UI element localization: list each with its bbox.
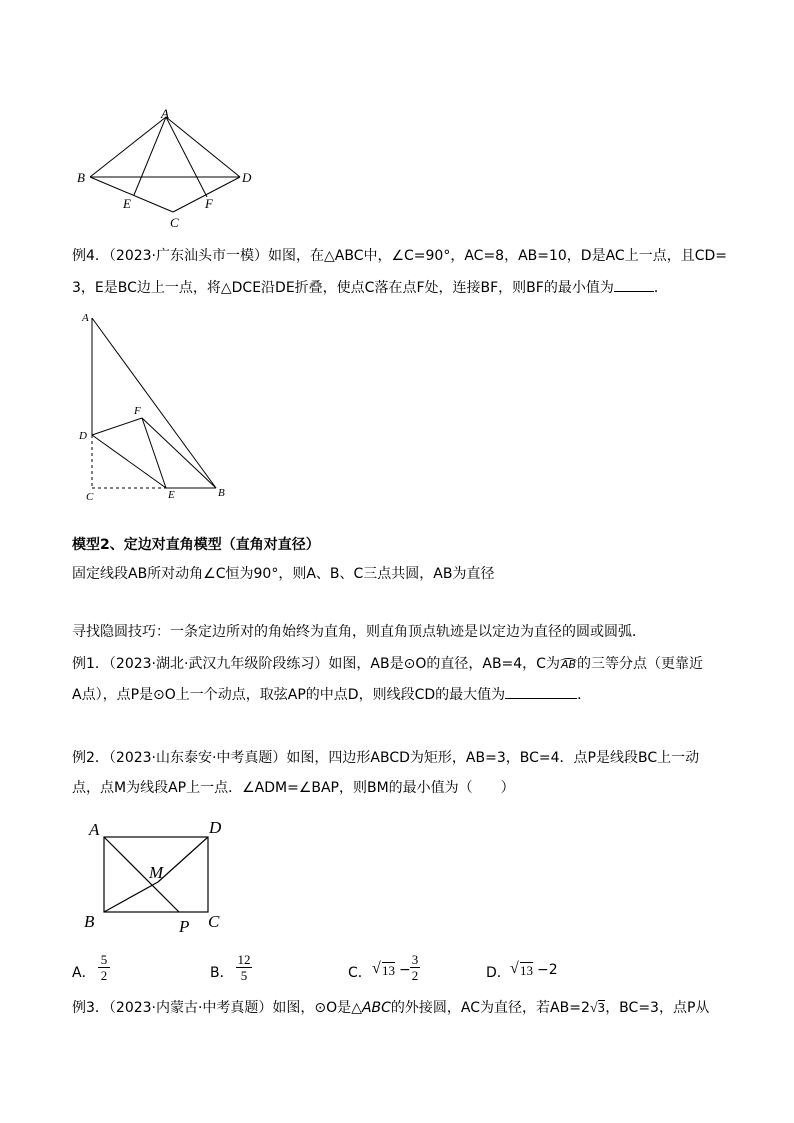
- point-label-a: A: [82, 312, 89, 324]
- point-label-b: B: [77, 170, 85, 185]
- ex4-line2: [72, 277, 668, 298]
- point-label-e: E: [168, 489, 175, 501]
- segment-fe: [142, 418, 166, 488]
- segment-bc: [90, 177, 173, 212]
- option-c-fraction: [410, 952, 420, 983]
- point-label-d: D: [209, 818, 222, 837]
- segment-ad: [166, 117, 240, 177]
- figure-quadrilateral-abcd: [70, 100, 270, 240]
- option-c-denominator: 2: [411, 968, 419, 983]
- point-label-c: C: [208, 912, 220, 931]
- ex1-answer-blank[interactable]: [505, 684, 577, 699]
- option-d-radicand: 13: [520, 963, 533, 978]
- segment-dm: [158, 837, 208, 882]
- option-c-radicand: 13: [382, 963, 395, 978]
- ex4-line1: 例4．（2023·广东汕头市一模）如图，在△ABC中，∠C=90°，AC=8，AB=10，D是AC上一点，且CD=: [72, 248, 727, 264]
- ex4-answer-blank[interactable]: [614, 277, 654, 292]
- figure-right-triangle-fold: [76, 310, 246, 505]
- ex1-arc-ab: [560, 655, 577, 675]
- option-c-numerator: 3: [411, 952, 419, 967]
- ex3-triangle: △ABC: [351, 1000, 391, 1016]
- option-a-numerator: 5: [98, 952, 110, 968]
- ex1-arc-label: AB: [560, 658, 577, 671]
- option-a-denominator: 2: [100, 968, 108, 983]
- model2-title: 模型2、定边对直角模型（直角对直径）: [72, 537, 320, 553]
- ex2-line2: 点，点M为线段AP上一点．∠ADM=∠BAP，则BM的最小值为（ ）: [72, 780, 515, 796]
- option-a-prefix: A．: [72, 965, 96, 981]
- option-d-rest: −2: [537, 962, 558, 978]
- ex4-line2-end: ．: [653, 280, 668, 296]
- ex3-line1-text: 例3．（2023·内蒙古·中考真题）如图，⊙O是: [72, 1000, 352, 1016]
- figure-rectangle-abcd: [84, 815, 234, 940]
- point-label-b: B: [218, 487, 225, 499]
- ex3-radicand: 3: [597, 1001, 606, 1015]
- ex3-line1-end: ，BC=3，点P从: [605, 1000, 710, 1016]
- point-label-p: P: [179, 917, 190, 936]
- option-a-fraction: [98, 952, 110, 983]
- point-label-c: C: [86, 491, 94, 503]
- segment-de: [92, 435, 166, 488]
- segment-bm: [104, 882, 158, 912]
- ex4-line2-text: 3，E是BC边上一点，将△DCE沿DE折叠，使点C落在点F处，连接BF，则BF的最小值为: [72, 280, 614, 296]
- ex1-line1-end: 的三等分点（更靠近: [577, 656, 704, 672]
- ex1-line1: [72, 654, 703, 675]
- segment-ae: [134, 117, 166, 195]
- ex1-line2-text: A点），点P是⊙O上一个动点，取弦AP的中点D，则线段CD的最大值为: [72, 687, 506, 703]
- point-label-f: F: [205, 196, 213, 211]
- ex2-line1: 例2．（2023·山东泰安·中考真题）如图，四边形ABCD为矩形，AB=3，BC=4．点P是线段BC上一动: [72, 750, 700, 766]
- segment-ap: [104, 837, 179, 912]
- point-label-a: A: [89, 820, 100, 839]
- ex1-line2: [72, 684, 591, 705]
- point-label-b: B: [84, 912, 95, 931]
- model2-desc: 固定线段AB所对动角∠C恒为90°，则A、B、C三点共圆，AB为直径: [72, 566, 495, 582]
- option-b-prefix: B．: [210, 965, 234, 981]
- segment-ab: [90, 117, 166, 177]
- ex3-line1: [72, 998, 709, 1019]
- sqrt-icon: √: [372, 960, 381, 977]
- option-b-numerator: 12: [237, 952, 251, 967]
- segment-df: [92, 418, 142, 435]
- point-label-f: F: [134, 405, 141, 417]
- ex1-line2-end: ．: [577, 687, 592, 703]
- option-b-denominator: 5: [240, 968, 248, 983]
- point-label-a: A: [161, 106, 169, 121]
- point-label-c: C: [170, 215, 179, 230]
- option-c-prefix: C．: [348, 965, 372, 981]
- point-label-e: E: [123, 196, 131, 211]
- segment-ab: [92, 318, 216, 488]
- ex1-line1-text: 例1．（2023·湖北·武汉九年级阶段练习）如图，AB是⊙O的直径，AB=4，C为: [72, 656, 560, 672]
- sqrt-icon: √: [589, 1001, 598, 1016]
- model2-tip: 寻找隐圆技巧：一条定边所对的角始终为直角，则直角顶点轨迹是以定边为直径的圆或圆弧．: [72, 624, 646, 640]
- option-c-minus: −: [399, 962, 411, 978]
- point-label-d: D: [79, 430, 87, 442]
- sqrt-icon: √: [510, 960, 519, 977]
- point-label-m: M: [149, 863, 164, 882]
- option-b-fraction: [236, 952, 252, 983]
- point-label-d: D: [242, 170, 252, 185]
- segment-af: [166, 117, 207, 197]
- arc-icon: [560, 658, 577, 665]
- segment-fb: [142, 418, 216, 488]
- ex3-line1-mid: 的外接圆，AC为直径，若AB=2: [390, 1000, 590, 1016]
- option-d-prefix: D．: [486, 965, 511, 981]
